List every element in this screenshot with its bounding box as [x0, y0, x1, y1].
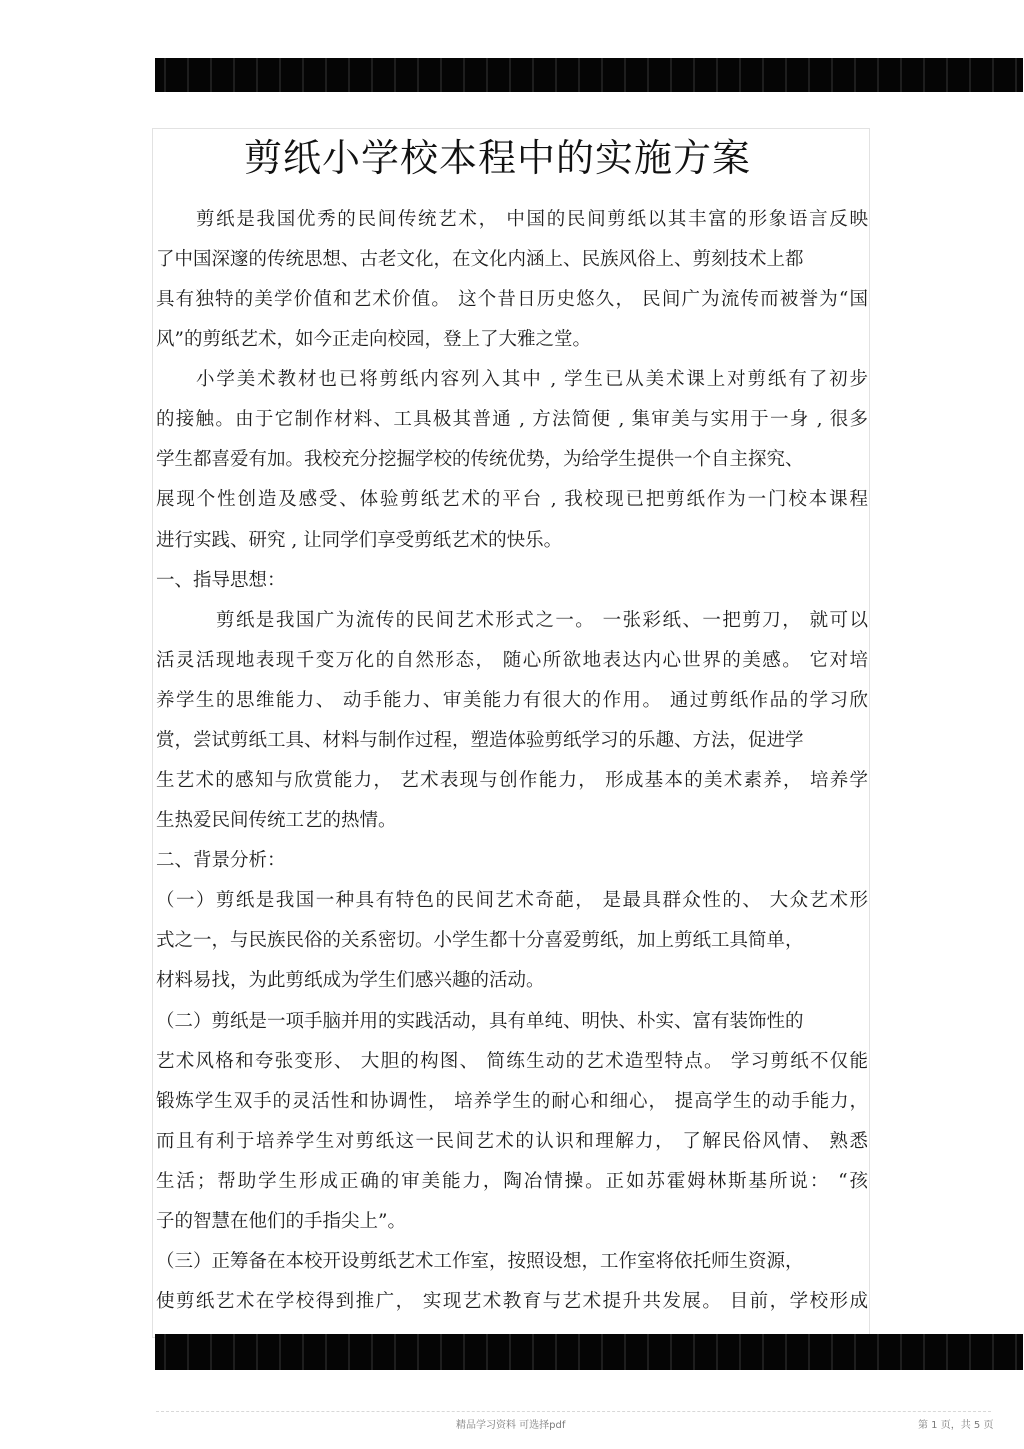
body-line: 剪纸是我国广为流传的民间艺术形式之一。 一张彩纸、一把剪刀， 就可以 — [216, 610, 868, 631]
body-line: 材料易找，为此剪纸成为学生们感兴趣的活动。 — [156, 970, 545, 991]
body-line: 小学美术教材也已将剪纸内容列入其中 , 学生已从美术课上对剪纸有了初步 — [196, 369, 868, 390]
body-line: 生热爱民间传统工艺的热情。 — [156, 810, 397, 831]
body-line: 使剪纸艺术在学校得到推广， 实现艺术教育与艺术提升共发展。 目前，学校形成 — [156, 1291, 868, 1312]
body-line: 生艺术的感知与欣赏能力， 艺术表现与创作能力， 形成基本的美术素养， 培养学 — [156, 770, 868, 791]
body-line: 子的智慧在他们的手指尖上”。 — [156, 1211, 406, 1232]
footer-page-number: 第 1 页，共 5 页 — [918, 1420, 994, 1431]
body-line: 赏，尝试剪纸工具、材料与制作过程，塑造体验剪纸学习的乐趣、方法，促进学 — [156, 730, 804, 751]
body-line: 生活；帮助学生形成正确的审美能力，陶冶情操。正如苏霍姆林斯基所说： “孩 — [156, 1171, 868, 1192]
body-line: （一）剪纸是我国一种具有特色的民间艺术奇葩， 是最具群众性的、 大众艺术形 — [156, 890, 868, 911]
body-line: 的接触。由于它制作材料、工具极其普通 , 方法简便 , 集审美与实用于一身 , 很多 — [156, 409, 868, 430]
body-line: 风”的剪纸艺术，如今正走向校园，登上了大雅之堂。 — [156, 329, 591, 350]
body-line: （二）剪纸是一项手脑并用的实践活动，具有单纯、明快、朴实、富有装饰性的 — [156, 1011, 804, 1032]
redacted-header-band — [155, 58, 1023, 92]
body-line: 展现个性创造及感受、体验剪纸艺术的平台 , 我校现已把剪纸作为一门校本课程 — [156, 489, 868, 510]
document-title: 剪纸小学校本程中的实施方案 — [244, 136, 752, 180]
footer-divider — [156, 1411, 991, 1413]
body-line: 剪纸是我国优秀的民间传统艺术， 中国的民间剪纸以其丰富的形象语言反映 — [196, 209, 868, 230]
body-line: 了中国深邃的传统思想、古老文化，在文化内涵上、民族风俗上、剪刻技术上都 — [156, 249, 804, 270]
body-line: 学生都喜爱有加。我校充分挖掘学校的传统优势，为给学生提供一个自主探究、 — [156, 449, 804, 470]
redacted-footer-band — [155, 1334, 1023, 1370]
body-line: 进行实践、研究 , 让同学们享受剪纸艺术的快乐。 — [156, 530, 563, 551]
body-line: 具有独特的美学价值和艺术价值。 这个昔日历史悠久， 民间广为流传而被誉为“国 — [156, 289, 868, 310]
body-line: 锻炼学生双手的灵活性和协调性， 培养学生的耐心和细心， 提高学生的动手能力， — [156, 1091, 868, 1112]
body-line: （三）正筹备在本校开设剪纸艺术工作室，按照设想，工作室将依托师生资源， — [156, 1251, 804, 1272]
body-line: 式之一，与民族民俗的关系密切。小学生都十分喜爱剪纸，加上剪纸工具简单， — [156, 930, 804, 951]
body-line: 而且有利于培养学生对剪纸这一民间艺术的认识和理解力， 了解民俗风情、 熟悉 — [156, 1131, 868, 1152]
body-line: 活灵活现地表现千变万化的自然形态， 随心所欲地表达内心世界的美感。 它对培 — [156, 650, 868, 671]
body-line: 艺术风格和夸张变形、 大胆的构图、 简练生动的艺术造型特点。 学习剪纸不仅能 — [156, 1051, 868, 1072]
footer-source-label: 精品学习资料 可选择pdf — [456, 1420, 566, 1431]
body-line: 一、指导思想： — [156, 570, 286, 591]
body-line: 养学生的思维能力、 动手能力、审美能力有很大的作用。 通过剪纸作品的学习欣 — [156, 690, 868, 711]
body-line: 二、背景分析： — [156, 850, 286, 871]
